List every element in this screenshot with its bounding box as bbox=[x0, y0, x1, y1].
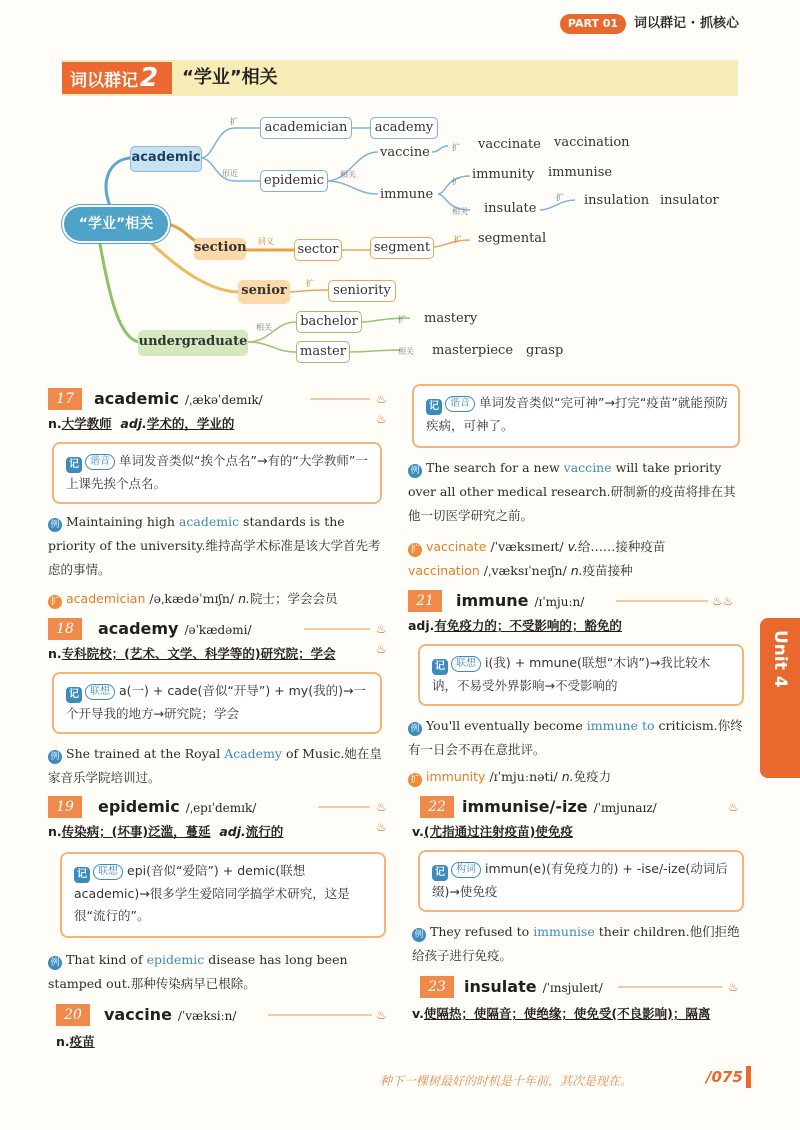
memo-tag: 联想 bbox=[85, 684, 115, 700]
frequency-flame-icon: ♨ bbox=[728, 800, 739, 814]
node-senior: senior bbox=[238, 280, 290, 304]
entry-18-definition bbox=[48, 644, 336, 664]
definition: 大学教师 bbox=[61, 416, 112, 431]
entry-word bbox=[456, 590, 584, 613]
entry-17-memo bbox=[52, 442, 382, 504]
example-text: criticism. bbox=[654, 718, 718, 733]
memo-text: a(一) + cade(音似“开导”) + my(我的)→一个开导我的地方→研究院；学会 bbox=[66, 683, 366, 721]
entry-20-extension-2 bbox=[408, 560, 633, 582]
node-grasp: grasp bbox=[526, 343, 564, 358]
label-related-2: 相关 bbox=[452, 207, 468, 216]
lesson-label: Lesson 1 bbox=[770, 700, 790, 775]
node-academician: academician bbox=[260, 117, 352, 139]
ipa: /ˈɪnsjuleɪt/ bbox=[542, 981, 603, 995]
headword: academic bbox=[94, 389, 180, 408]
entry-number: 21 bbox=[408, 590, 442, 612]
mindmap-root: “学业”相关 bbox=[62, 205, 170, 243]
headword: immunise/-ize bbox=[462, 797, 588, 816]
line-masterpiece bbox=[350, 350, 400, 352]
page-number: /075 bbox=[706, 1068, 743, 1086]
line-vaccinate bbox=[432, 146, 448, 152]
ipa: /ˈɪmjunaɪz/ bbox=[593, 801, 657, 815]
extension-word: immunity bbox=[426, 769, 486, 784]
memo-tag: 谐音 bbox=[445, 396, 475, 412]
memo-text: 单词发音类似“挨个点名”→有的“大学教师”一上课先挨个点名。 bbox=[66, 453, 368, 491]
entry-20-header bbox=[56, 1004, 388, 1026]
node-sector: sector bbox=[294, 239, 342, 261]
entry-20-definition bbox=[56, 1032, 95, 1052]
entry-22-definition bbox=[412, 822, 573, 842]
memo-icon: 记 bbox=[74, 867, 90, 883]
ipa: /ˌepɪˈdemɪk/ bbox=[185, 801, 257, 815]
entry-19-definition bbox=[48, 822, 283, 842]
entry-19-example bbox=[48, 948, 388, 996]
node-insulator: insulator bbox=[660, 193, 719, 208]
definition: 使隔热；使隔音；使绝缘；使免受(不良影响)；隔离 bbox=[423, 1006, 711, 1021]
pos: n. bbox=[56, 1034, 70, 1049]
definition: 有免疫力的；不受影响的；豁免的 bbox=[434, 618, 622, 633]
definition: 传染病；(坏事)泛滥，蔓延 bbox=[61, 824, 211, 839]
example-highlight: vaccine bbox=[563, 460, 612, 475]
headword: academy bbox=[98, 619, 179, 638]
node-segmental: segmental bbox=[478, 231, 547, 246]
memo-tag: 构词 bbox=[451, 862, 481, 878]
memo-text: 单词发音类似“完可神”→打完“疫苗”就能预防疾病，可神了。 bbox=[426, 395, 728, 433]
example-icon: 例 bbox=[412, 928, 426, 942]
frequency-flame-icon: ♨♨ bbox=[376, 622, 387, 656]
label-related-1: 相关 bbox=[340, 170, 356, 179]
example-translation: 你终有一日会不再在意批评。 bbox=[408, 718, 743, 757]
extension-word: academician bbox=[66, 591, 146, 606]
entry-number: 22 bbox=[420, 796, 454, 818]
pos: n. bbox=[570, 563, 583, 578]
pos: adj. bbox=[120, 416, 147, 431]
ipa: /ˌækəˈdemɪk/ bbox=[185, 393, 263, 407]
example-highlight: academic bbox=[178, 514, 240, 529]
pos: v. bbox=[412, 824, 424, 839]
line-academician bbox=[200, 128, 262, 158]
extend-icon: 扩 bbox=[48, 595, 62, 609]
memo-icon: 记 bbox=[432, 659, 448, 675]
example-text: disease has long been stamped out. bbox=[48, 952, 348, 991]
entry-number: 18 bbox=[48, 618, 82, 640]
node-epidemic: epidemic bbox=[260, 170, 328, 192]
entry-21-header bbox=[408, 590, 744, 612]
label-ext-1: 扩 bbox=[230, 117, 238, 126]
extension-word: vaccination bbox=[408, 563, 480, 578]
branch-academic bbox=[106, 158, 130, 206]
extension-definition: 院士；学会会员 bbox=[250, 591, 338, 606]
divider bbox=[268, 1014, 372, 1016]
page-marker-bar bbox=[746, 1066, 751, 1088]
pos: n. bbox=[561, 769, 574, 784]
frequency-flame-icon: ♨ bbox=[376, 1008, 387, 1022]
definition: 疫苗 bbox=[69, 1034, 95, 1049]
label-synonym: 同义 bbox=[258, 237, 274, 246]
entry-word bbox=[98, 618, 252, 641]
entry-number: 23 bbox=[420, 976, 454, 998]
divider bbox=[318, 806, 370, 808]
example-text: The search for a new bbox=[426, 460, 564, 475]
entry-21-definition bbox=[408, 616, 622, 636]
example-text: They refused to bbox=[430, 924, 534, 939]
pos: v. bbox=[412, 1006, 424, 1021]
pos: v. bbox=[567, 539, 578, 554]
extension-definition: 给……接种疫苗 bbox=[577, 539, 666, 554]
line-master bbox=[248, 342, 296, 352]
entry-word bbox=[462, 796, 657, 819]
node-insulation: insulation bbox=[584, 193, 650, 208]
entry-23-definition bbox=[412, 1002, 748, 1026]
entry-21-memo bbox=[418, 644, 744, 706]
extension-word: vaccinate bbox=[426, 539, 487, 554]
entry-number: 17 bbox=[48, 388, 82, 410]
entry-word bbox=[94, 388, 263, 411]
node-academy: academy bbox=[370, 117, 438, 139]
example-text: You'll eventually become bbox=[426, 718, 587, 733]
pos: n. bbox=[238, 591, 250, 606]
section-tag-label: 词以群记 bbox=[70, 71, 138, 91]
pos: n. bbox=[48, 646, 62, 661]
definition: 专科院校；(艺术、文学、科学等的)研究院；学会 bbox=[61, 646, 336, 661]
pos: adj. bbox=[219, 824, 246, 839]
extension-definition: 免疫力 bbox=[573, 769, 612, 784]
memo-icon: 记 bbox=[66, 457, 82, 473]
node-vaccination: vaccination bbox=[554, 135, 630, 150]
ipa: /ˈvæksɪneɪt/ bbox=[490, 539, 564, 554]
example-translation: 他们拒绝给孩子进行免疫。 bbox=[412, 924, 740, 963]
ipa: /ˈvæksiːn/ bbox=[177, 1009, 237, 1023]
entry-23-header bbox=[412, 976, 744, 998]
memo-tag: 联想 bbox=[93, 864, 123, 880]
example-icon: 例 bbox=[408, 722, 422, 736]
example-highlight: immunise bbox=[533, 924, 595, 939]
ipa: /ɪˈmjuːnəti/ bbox=[489, 769, 558, 784]
line-seniority bbox=[290, 290, 330, 292]
label-ext-3: 扩 bbox=[452, 177, 460, 186]
memo-icon: 记 bbox=[66, 687, 82, 703]
memo-text: immun(e)(有免疫力的) + -ise/-ize(动词后缀)→使免疫 bbox=[432, 861, 728, 899]
node-insulate: insulate bbox=[484, 201, 537, 216]
node-bachelor: bachelor bbox=[296, 311, 362, 333]
entry-20-example bbox=[408, 456, 744, 528]
frequency-flame-icon: ♨ bbox=[728, 980, 739, 994]
entry-17-extension bbox=[48, 588, 338, 610]
pos: adj. bbox=[408, 618, 435, 633]
example-text: standards is the priority of the university. bbox=[48, 514, 345, 553]
headword: immune bbox=[456, 591, 529, 610]
example-highlight: Academy bbox=[224, 746, 282, 761]
label-ext-4: 扩 bbox=[556, 193, 564, 202]
branch-undergraduate bbox=[100, 244, 140, 342]
pos: n. bbox=[48, 416, 62, 431]
pos: n. bbox=[48, 824, 62, 839]
divider bbox=[616, 600, 708, 602]
example-icon: 例 bbox=[48, 750, 62, 764]
example-text: their children. bbox=[594, 924, 690, 939]
unit-label: Unit 4 bbox=[770, 630, 790, 688]
line-immune bbox=[326, 181, 378, 194]
example-translation: 维持高学术标准是该大学首先考虑的事情。 bbox=[48, 538, 381, 577]
entry-17-example bbox=[48, 510, 382, 582]
example-text: That kind of bbox=[66, 952, 147, 967]
entry-19-memo bbox=[60, 852, 386, 938]
entry-word bbox=[98, 796, 256, 819]
memo-tag: 谐音 bbox=[85, 454, 115, 470]
entry-20-extension-1 bbox=[408, 536, 665, 558]
frequency-flame-icon: ♨♨ bbox=[376, 392, 387, 426]
footer-quote: 种下一棵树最好的时机是十年前，其次是现在。 bbox=[380, 1074, 633, 1088]
entry-word bbox=[104, 1004, 236, 1027]
node-immunity: immunity bbox=[472, 167, 535, 182]
ipa: /əˌkædəˈmɪʃn/ bbox=[149, 591, 235, 606]
node-master: master bbox=[296, 341, 350, 363]
frequency-flame-icon: ♨♨ bbox=[712, 594, 734, 608]
entry-17-definition bbox=[48, 414, 234, 434]
example-translation: 研制新的疫苗将排在其他一切医学研究之前。 bbox=[408, 484, 736, 523]
definition: 学术的，学业的 bbox=[146, 416, 235, 431]
example-highlight: immune to bbox=[586, 718, 655, 733]
definition: (尤指通过注射疫苗)使免疫 bbox=[423, 824, 573, 839]
entry-number: 19 bbox=[48, 796, 82, 818]
entry-21-example bbox=[408, 714, 748, 762]
entry-number: 20 bbox=[56, 1004, 90, 1026]
entry-20-memo bbox=[412, 384, 740, 448]
definition: 流行的 bbox=[245, 824, 284, 839]
label-ext-5: 扩 bbox=[454, 235, 462, 244]
node-vaccine: vaccine bbox=[380, 145, 430, 160]
node-immune: immune bbox=[380, 187, 434, 202]
memo-icon: 记 bbox=[426, 399, 442, 415]
node-segment: segment bbox=[370, 237, 434, 259]
label-related-4: 相关 bbox=[398, 347, 414, 356]
node-seniority: seniority bbox=[328, 280, 396, 302]
entry-18-memo bbox=[52, 672, 382, 734]
example-text: She trained at the Royal bbox=[66, 746, 225, 761]
example-text: of Music. bbox=[281, 746, 345, 761]
ipa: /əˈkædəmi/ bbox=[184, 623, 252, 637]
headword: epidemic bbox=[98, 797, 180, 816]
entry-18-example bbox=[48, 742, 382, 790]
line-segmental bbox=[432, 240, 470, 247]
memo-tag: 联想 bbox=[451, 656, 481, 672]
headword: vaccine bbox=[104, 1005, 172, 1024]
memo-text: i(我) + mmune(联想“木讷”)→我比较木讷，不易受外界影响→不受影响的 bbox=[432, 655, 711, 693]
node-mastery: mastery bbox=[424, 311, 478, 326]
label-ext-6: 扩 bbox=[306, 279, 314, 288]
divider bbox=[618, 986, 722, 988]
divider bbox=[310, 398, 370, 400]
entry-21-extension bbox=[408, 766, 611, 788]
example-icon: 例 bbox=[408, 464, 422, 478]
node-masterpiece: masterpiece bbox=[432, 343, 514, 358]
node-undergraduate: undergraduate bbox=[138, 330, 248, 356]
memo-icon: 记 bbox=[432, 865, 448, 881]
entry-22-example bbox=[412, 920, 748, 968]
entry-22-header bbox=[408, 796, 744, 818]
label-ext-7: 扩 bbox=[398, 315, 406, 324]
memo-text: epi(音似“爱陪”) + demic(联想academic)→很多学生爱陪同学搞学术研究，这是很“流行的”。 bbox=[74, 863, 350, 923]
example-icon: 例 bbox=[48, 518, 62, 532]
ipa: /ˌvæksɪˈneɪʃn/ bbox=[483, 563, 567, 578]
node-section: section bbox=[194, 238, 246, 260]
example-highlight: epidemic bbox=[146, 952, 205, 967]
divider bbox=[304, 628, 370, 630]
section-tag-number: 2 bbox=[140, 63, 159, 93]
label-related-3: 相关 bbox=[256, 323, 272, 332]
headword: insulate bbox=[464, 977, 537, 996]
part-badge: PART 01 bbox=[560, 14, 626, 34]
frequency-flame-icon: ♨♨ bbox=[376, 800, 387, 834]
label-shape: 形近 bbox=[222, 169, 238, 178]
entry-22-memo bbox=[418, 850, 744, 912]
example-translation: 那种传染病早已根除。 bbox=[130, 976, 256, 991]
example-icon: 例 bbox=[48, 956, 62, 970]
extension-definition: 疫苗接种 bbox=[582, 563, 633, 578]
part-title: 词以群记 · 抓核心 bbox=[634, 16, 739, 31]
label-ext-2: 扩 bbox=[452, 143, 460, 152]
entry-word bbox=[464, 976, 603, 999]
node-vaccinate: vaccinate bbox=[478, 137, 541, 152]
example-text: will take priority over all other medical research. bbox=[408, 460, 722, 499]
example-text: Maintaining high bbox=[66, 514, 179, 529]
extend-icon: 扩 bbox=[408, 773, 422, 787]
section-title: “学业”相关 bbox=[182, 67, 278, 88]
node-academic: academic bbox=[130, 146, 202, 172]
extend-icon: 扩 bbox=[408, 543, 422, 557]
node-immunise: immunise bbox=[548, 165, 613, 180]
example-translation: 她在皇家音乐学院培训过。 bbox=[48, 746, 382, 785]
ipa: /ɪˈmjuːn/ bbox=[534, 595, 585, 609]
